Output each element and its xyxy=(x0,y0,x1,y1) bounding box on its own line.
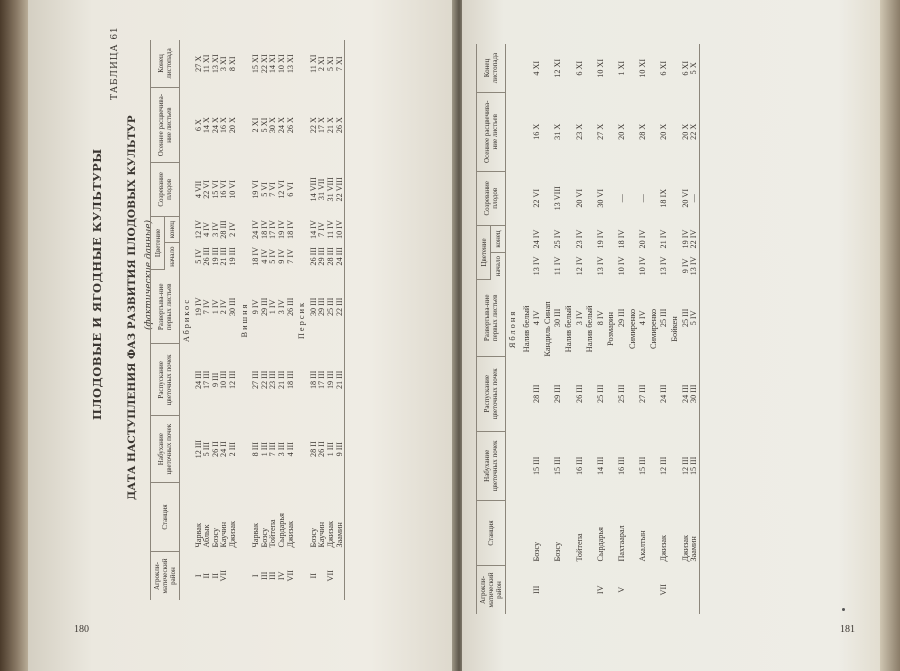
autumn-color-cell: 6 X 14 X 24 X 16 X 20 X xyxy=(193,117,237,134)
ripening-cell: 19 VI 5 VI 7 VI 12 VI 6 VI xyxy=(251,180,295,199)
leaf-fall-cell: 15 XI 22 XI 14 XI 10 XI 13 XI xyxy=(251,54,295,74)
flowering-end-cell: 18 IV xyxy=(616,229,626,249)
flowering-end-cell: 14 IV 7 IV 11 IV 10 IV xyxy=(308,220,344,239)
station-cell: Чарвак Бозсу Тойтепа Сырдарья Джизак xyxy=(251,513,295,548)
leaves-cell: 29 III xyxy=(616,308,626,328)
flowering-start-cell: 10 IV xyxy=(638,256,648,276)
right-table-wrapper xyxy=(476,44,700,614)
ripening-cell: 22 VI xyxy=(532,188,542,208)
budbreak-cell: 26 III xyxy=(574,384,584,403)
col-station: Станция xyxy=(151,483,180,552)
table-row xyxy=(252,40,295,600)
district-cell xyxy=(554,566,563,615)
flowering-start-cell: 10 IV xyxy=(616,256,626,276)
budbreak-cell: 29 III xyxy=(553,384,563,403)
col-swelling: Набухание цветочных почек xyxy=(151,416,180,483)
crop-heading: Абрикос xyxy=(182,297,191,343)
col-autumn-color: Осеннее расцвечива-ние листьев xyxy=(477,93,506,171)
col-budbreak: Распускание цветочных почек xyxy=(151,344,180,416)
district-cell: III xyxy=(532,585,542,594)
ripening-cell: 20 VI xyxy=(574,188,584,208)
leaf-fall-cell: 11 XI 2 XI 5 XI 7 XI xyxy=(308,54,344,74)
district-cell: I II II VII xyxy=(193,570,229,582)
budbreak-cell: 24 III xyxy=(659,384,669,403)
left-page xyxy=(28,0,456,671)
col-flowering: Цветение xyxy=(151,216,165,270)
leaves-cell: 4 IV xyxy=(532,310,542,326)
leaves-cell: 25 III xyxy=(659,308,669,328)
right-table xyxy=(477,44,699,614)
table-row xyxy=(597,44,606,614)
budbreak-cell: 18 III 17 III 19 III 21 III xyxy=(308,370,344,390)
swelling-cell: 28 II 26 II 1 III 9 III xyxy=(308,441,344,458)
swelling-cell: 15 III xyxy=(638,456,648,476)
col-flowering: Цветение xyxy=(477,226,491,280)
autumn-color-cell: 27 X xyxy=(595,123,605,140)
budbreak-cell: 28 III xyxy=(532,384,542,403)
col-budbreak: Распускание цветочных почек xyxy=(477,356,506,431)
swelling-cell: 12 III 5 III 26 II 24 II 2 III xyxy=(193,439,237,459)
flowering-start-cell: 26 III 29 III 28 III 24 III xyxy=(308,247,344,266)
ink-dot xyxy=(842,608,845,611)
col-flowering-end: конец xyxy=(165,216,180,243)
station-cell: Бозсу xyxy=(553,541,563,562)
ripening-cell: 18 IX xyxy=(659,188,669,208)
flowering-start-cell: 18 IV 4 IV 5 IV 9 IV 7 IV xyxy=(251,246,295,266)
leaf-fall-cell: 6 XI 5 X xyxy=(680,60,699,76)
swelling-cell: 15 III xyxy=(532,456,542,476)
swelling-cell: 15 III xyxy=(553,456,563,476)
swelling-cell: 8 III 1 III 7 III 3 III 4 III xyxy=(251,442,295,457)
station-cell: Пахтаарал xyxy=(616,525,626,562)
district-cell: V xyxy=(616,586,626,593)
table-subtitle: (фактические данные) xyxy=(144,219,154,330)
crop-heading: Персик xyxy=(297,300,307,340)
flowering-start-cell: 5 IV 26 III 19 III 21 III 19 III xyxy=(193,247,237,266)
ripening-cell: 14 VIII 31 VII 31 VIII 22 VIII xyxy=(308,177,344,202)
station-cell: Чарвак Аблык Бозсу Каучин Джизак xyxy=(193,521,237,548)
ripening-cell: 4 VII 22 VI 15 VI 16 VI 10 VI xyxy=(193,180,237,199)
district-cell: VII xyxy=(659,584,669,596)
budbreak-cell: 24 III 17 III 9 III 10 III 12 III xyxy=(193,370,237,390)
col-ripening: Созревание плодов xyxy=(151,163,180,216)
col-leaf-fall: Конец листопада xyxy=(151,40,180,87)
col-autumn-color: Осеннее расцвечива-ние листьев xyxy=(151,87,180,162)
swelling-cell: 12 III 15 III xyxy=(680,456,699,476)
variety-heading: Кандиль Синап xyxy=(542,301,552,357)
col-district: Агрокли-матический район xyxy=(151,552,180,601)
variety-heading: Розмарин xyxy=(606,312,616,346)
swelling-cell: 14 III xyxy=(595,456,605,476)
flowering-end-cell: 12 IV 4 IV 3 IV 28 III 2 IV xyxy=(193,220,237,239)
table-row xyxy=(576,44,585,614)
flowering-end-cell: 23 IV xyxy=(574,229,584,249)
swelling-cell: 16 III xyxy=(616,456,626,476)
leaves-cell: 30 III xyxy=(553,308,563,328)
leaf-fall-cell: 10 XI xyxy=(638,58,648,78)
col-leaves: Развертыва-ние первых листьев xyxy=(151,270,180,344)
budbreak-cell: 27 III xyxy=(638,384,648,403)
leaves-cell: 9 IV 29 III 1 IV 3 IV 26 III xyxy=(251,297,295,317)
variety-heading: Налив белый xyxy=(521,305,531,353)
budbreak-cell: 27 III 22 III 23 III 21 III 18 III xyxy=(251,370,295,390)
flowering-end-cell: 19 IV xyxy=(595,229,605,249)
budbreak-cell: 24 III 30 III xyxy=(680,384,699,403)
right-page-number: 181 xyxy=(840,624,855,635)
col-flowering-start: начало xyxy=(165,243,180,270)
col-ripening: Созревание плодов xyxy=(477,171,506,226)
station-cell: Тойтепа xyxy=(574,533,584,562)
table-row xyxy=(310,40,344,600)
col-station: Станция xyxy=(477,501,506,566)
station-cell: Джизак xyxy=(659,535,669,562)
station-cell: Акалтын xyxy=(638,530,648,562)
flowering-start-cell: 13 IV xyxy=(532,256,542,276)
flowering-start-cell: 9 IV 13 IV xyxy=(680,256,699,276)
variety-heading: Симиренко xyxy=(648,308,658,350)
book-cover-edge-right xyxy=(880,0,900,671)
autumn-color-cell: 28 X xyxy=(638,123,648,140)
autumn-color-cell: 31 X xyxy=(553,123,563,140)
station-cell: Бозсу Каучин Джизак Заамин xyxy=(308,521,344,548)
flowering-end-cell: 25 IV xyxy=(553,229,563,249)
leaves-cell: 19 IV 7 IV 1 IV 2 IV 30 III xyxy=(193,297,237,317)
district-cell xyxy=(639,566,648,615)
autumn-color-cell: 16 X xyxy=(532,123,542,140)
flowering-start-cell: 13 IV xyxy=(659,256,669,276)
leaf-fall-cell: 6 XI xyxy=(574,60,584,76)
district-cell: I III III IV VII xyxy=(251,570,295,582)
swelling-cell: 16 III xyxy=(574,456,584,476)
leaf-fall-cell: 6 XI xyxy=(659,60,669,76)
variety-heading: Налив белый xyxy=(585,305,595,353)
table-title: ДАТА НАСТУПЛЕНИЯ ФАЗ РАЗВИТИЯ ПЛОДОВЫХ КУЛЬТУР xyxy=(126,115,138,500)
leaf-fall-cell: 1 XI xyxy=(616,60,626,76)
station-cell: Джизак Заамин xyxy=(680,535,699,562)
table-label: ТАБЛИЦА 61 xyxy=(110,26,120,100)
leaves-cell: 3 IV xyxy=(574,310,584,326)
table-row xyxy=(195,40,238,600)
autumn-color-cell: 20 X xyxy=(659,123,669,140)
flowering-start-cell: 11 IV xyxy=(553,256,563,276)
right-page xyxy=(462,0,880,671)
variety-heading: Налив белый xyxy=(563,305,573,353)
leaf-fall-cell: 27 X 11 XI 13 XI 3 XI 8 XI xyxy=(193,54,237,74)
ripening-cell: 13 VIII xyxy=(553,186,563,211)
crop-heading: Вишня xyxy=(239,302,249,338)
col-flowering-start: начало xyxy=(491,252,506,279)
swelling-cell: 12 III xyxy=(659,456,669,476)
ripening-cell: 20 VI — xyxy=(680,188,699,208)
table-row xyxy=(682,44,699,614)
autumn-color-cell: 22 X 17 X 21 X 26 X xyxy=(308,117,344,134)
leaves-cell: 4 IV xyxy=(638,310,648,326)
right-table-body xyxy=(506,44,699,614)
budbreak-cell: 25 III xyxy=(616,384,626,403)
autumn-color-cell: 20 X 22 X xyxy=(680,123,699,140)
flowering-end-cell: 19 IV 22 IV xyxy=(680,229,699,249)
station-cell: Бозсу xyxy=(532,541,542,562)
book-cover-edge-left xyxy=(0,0,28,671)
table-row xyxy=(618,44,627,614)
col-flowering-end: конец xyxy=(491,226,506,253)
ripening-cell: — xyxy=(616,194,626,203)
autumn-color-cell: 2 XI 5 XI 30 X 24 X 26 X xyxy=(251,117,295,134)
flowering-start-cell: 13 IV xyxy=(595,256,605,276)
leaves-cell: 8 IV xyxy=(595,310,605,326)
leaf-fall-cell: 12 XI xyxy=(553,58,563,78)
autumn-color-cell: 23 X xyxy=(574,123,584,140)
col-swelling: Набухание цветочных почек xyxy=(477,431,506,500)
table-row xyxy=(660,44,669,614)
flowering-end-cell: 21 IV xyxy=(659,229,669,249)
station-cell: Сырдарья xyxy=(595,527,605,562)
leaves-cell: 25 III 5 IV xyxy=(680,308,699,328)
left-table-wrapper xyxy=(150,40,345,600)
district-cell xyxy=(682,566,699,615)
autumn-color-cell: 20 X xyxy=(616,123,626,140)
variety-heading: Симиренко xyxy=(627,308,637,350)
district-cell xyxy=(576,566,585,615)
leaf-fall-cell: 10 XI xyxy=(595,58,605,78)
col-leaves: Развертыва-ние первых листьев xyxy=(477,279,506,356)
table-row xyxy=(533,44,542,614)
variety-heading: Бойкен xyxy=(669,316,679,342)
flowering-end-cell: 24 IV 18 IV 17 IV 19 IV 18 IV xyxy=(251,220,295,239)
ripening-cell: 30 VI xyxy=(595,188,605,208)
flowering-end-cell: 24 IV xyxy=(532,229,542,249)
flowering-start-cell: 12 IV xyxy=(574,256,584,276)
col-leaf-fall: Конец листопада xyxy=(477,44,506,93)
crop-heading: Яблоня xyxy=(508,309,517,349)
left-table xyxy=(151,40,344,600)
leaf-fall-cell: 4 XI xyxy=(532,60,542,76)
ripening-cell: — xyxy=(638,194,648,203)
budbreak-cell: 25 III xyxy=(595,384,605,403)
flowering-end-cell: 20 IV xyxy=(638,229,648,249)
leaves-cell: 30 III 29 III 25 III 22 III xyxy=(308,297,344,317)
table-row xyxy=(639,44,648,614)
district-cell: IV xyxy=(595,585,605,595)
district-cell: II VII xyxy=(308,570,335,582)
section-title: ПЛОДОВЫЕ И ЯГОДНЫЕ КУЛЬТУРЫ xyxy=(90,148,104,420)
table-row xyxy=(554,44,563,614)
col-district: Агрокли-матический район xyxy=(477,566,506,615)
left-page-number: 180 xyxy=(74,624,89,635)
